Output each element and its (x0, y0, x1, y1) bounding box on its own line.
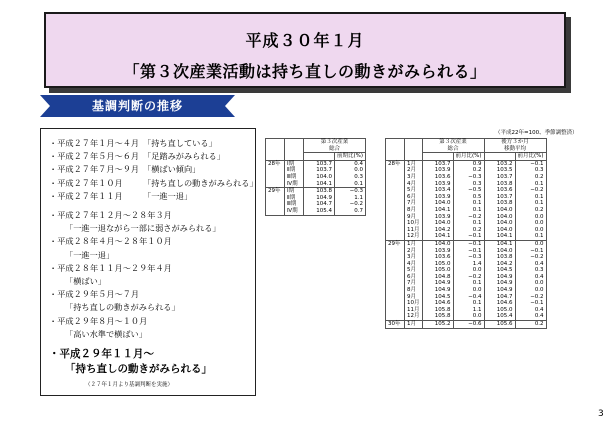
year-cell (386, 187, 405, 194)
ma-value: 104.1 (484, 240, 515, 247)
current-date: ・平成２９年１１月～ (49, 348, 154, 360)
table-row (386, 287, 547, 294)
ma-value: 104.9 (484, 274, 515, 281)
ma-change-value: 0.0 (515, 220, 546, 227)
index-value: 104.1 (422, 233, 453, 240)
ma-change-value: 0.1 (515, 181, 546, 188)
month-cell: 1月 (405, 160, 423, 167)
ma-value: 103.8 (484, 254, 515, 261)
month-cell: 2月 (405, 167, 423, 174)
year-cell (386, 200, 405, 207)
ma-value: 103.7 (484, 194, 515, 201)
index-value: 104.0 (304, 174, 335, 181)
history-judgment: 「横ばい」 (65, 276, 106, 287)
ma-value: 104.0 (484, 207, 515, 214)
index-value: 103.8 (304, 188, 335, 195)
month-cell: 10月 (405, 220, 423, 227)
ma-value: 104.7 (484, 294, 515, 301)
history-item: ・平成２７年１２月～２８年３月 (49, 210, 172, 221)
year-cell: 28年 (266, 160, 285, 167)
year-cell (386, 274, 405, 281)
ma-change-value: 0.0 (515, 287, 546, 294)
month-cell: 9月 (405, 294, 423, 301)
ma-change-value: −0.1 (515, 248, 546, 255)
ma-change-value: 0.2 (515, 321, 546, 329)
period-cell: Ⅳ期 (285, 208, 304, 215)
index-value: 103.7 (304, 167, 335, 174)
ma-value: 104.0 (484, 227, 515, 234)
ma-value: 104.9 (484, 287, 515, 294)
table-row (266, 201, 366, 208)
ma-change-value: 0.0 (515, 280, 546, 287)
change-value: −0.1 (453, 233, 484, 240)
year-cell (266, 208, 285, 215)
table-row (386, 187, 547, 194)
year-cell: 29年 (386, 240, 405, 247)
month-cell: 4月 (405, 181, 423, 188)
ma-value: 105.0 (484, 307, 515, 314)
history-item: ・平成２９年５月～７月 (49, 289, 140, 300)
change-value: 0.1 (453, 300, 484, 307)
ma-change-value: 0.3 (515, 167, 546, 174)
history-item: ・平成２７年１０月 「持ち直しの動きがみられる」 (49, 177, 258, 188)
period-cell: Ⅳ期 (285, 181, 304, 188)
month-cell: 5月 (405, 187, 423, 194)
year-cell (386, 307, 405, 314)
index-value: 104.0 (422, 240, 453, 247)
table-row (266, 160, 366, 167)
history-judgment: 「高い水準で横ばい」 (65, 328, 147, 339)
change-value: 0.7 (335, 208, 366, 215)
year-cell: 30年 (386, 321, 405, 329)
year-cell: 28年 (386, 160, 405, 167)
change-value: 1.1 (453, 307, 484, 314)
change-value: 0.0 (335, 167, 366, 174)
period-cell: Ⅰ期 (285, 160, 304, 167)
index-value: 103.7 (304, 160, 335, 167)
year-cell (386, 181, 405, 188)
judgment-note: （２７年１月より基調判断を実施） (85, 382, 174, 388)
table-row (266, 167, 366, 174)
index-value: 105.8 (422, 313, 453, 320)
year-cell (386, 227, 405, 234)
table-row (386, 220, 547, 227)
history-judgment: 「持ち直しの動きがみられる」 (65, 302, 180, 313)
section-ribbon (40, 95, 235, 117)
monthly-table (385, 138, 547, 329)
year-cell (266, 201, 285, 208)
table-row (266, 208, 366, 215)
year-cell (386, 167, 405, 174)
period-cell: Ⅲ期 (285, 174, 304, 181)
year-cell (266, 167, 285, 174)
month-cell: 12月 (405, 233, 423, 240)
year-cell (266, 174, 285, 181)
year-cell (386, 207, 405, 214)
ma-change-value: −0.1 (515, 300, 546, 307)
history-item: ・平成２８年４月～２８年１０月 (49, 236, 172, 247)
year-cell (386, 280, 405, 287)
year-cell (266, 195, 285, 202)
change-value: −0.6 (453, 321, 484, 329)
ma-change-value: 0.0 (515, 214, 546, 221)
index-value: 104.1 (304, 181, 335, 188)
history-item: ・平成２７年１１月 「一進一退」 (49, 190, 193, 201)
history-item: ・平成２７年５月～６月 「足踏みがみられる」 (49, 151, 225, 162)
index-value: 104.9 (304, 195, 335, 202)
ma-value: 103.7 (484, 174, 515, 181)
ma-change-value: 0.1 (515, 200, 546, 207)
ma-value: 103.2 (484, 160, 515, 167)
change-value: −0.2 (335, 201, 366, 208)
monthly-header-ma: 後方３か月 移動平均 (484, 139, 546, 153)
ma-value: 104.0 (484, 220, 515, 227)
year-cell: 29年 (266, 188, 285, 195)
ma-value: 104.1 (484, 233, 515, 240)
change-value: 0.9 (453, 160, 484, 167)
ma-change-value: 0.2 (515, 207, 546, 214)
unit-note: （平成22年=100、季節調整済） (495, 130, 578, 136)
period-cell: Ⅲ期 (285, 201, 304, 208)
year-cell (386, 254, 405, 261)
year-cell (386, 220, 405, 227)
month-cell: 3月 (405, 254, 423, 261)
ma-value: 104.0 (484, 214, 515, 221)
change-value: 0.1 (453, 280, 484, 287)
change-value: 1.4 (453, 261, 484, 268)
ma-change-value: 0.3 (515, 267, 546, 274)
table-row (386, 167, 547, 174)
change-value: −0.3 (335, 188, 366, 195)
month-cell: 1月 (405, 321, 423, 329)
ma-change-value: 0.4 (515, 274, 546, 281)
table-row (386, 200, 547, 207)
quarterly-table (265, 138, 366, 216)
index-value: 104.1 (422, 207, 453, 214)
change-value: −0.4 (453, 294, 484, 301)
year-cell (386, 300, 405, 307)
change-value: 0.0 (453, 313, 484, 320)
history-item: ・平成２９年８月～１０月 (49, 315, 148, 326)
index-value: 104.7 (304, 201, 335, 208)
monthly-col-ma-change: 前月比(%) (515, 153, 546, 161)
change-value: −0.2 (453, 214, 484, 221)
quarterly-header: 第３次産業 総合 (304, 139, 366, 153)
current-judgment (49, 347, 212, 377)
year-cell (386, 287, 405, 294)
index-value: 105.2 (422, 321, 453, 329)
year-cell (386, 248, 405, 255)
year-cell (386, 294, 405, 301)
month-cell: 8月 (405, 287, 423, 294)
index-value: 103.4 (422, 187, 453, 194)
ma-value: 104.5 (484, 267, 515, 274)
index-value: 105.4 (304, 208, 335, 215)
index-value: 103.9 (422, 167, 453, 174)
index-value: 104.9 (422, 287, 453, 294)
change-value: 0.0 (453, 267, 484, 274)
month-cell: 5月 (405, 267, 423, 274)
change-value: 0.3 (335, 174, 366, 181)
year-cell (386, 174, 405, 181)
year-cell (386, 214, 405, 221)
change-value: 0.5 (453, 194, 484, 201)
index-value: 104.6 (422, 300, 453, 307)
period-cell: Ⅰ期 (285, 188, 304, 195)
ma-change-value: 0.0 (515, 227, 546, 234)
title-date: 平成３０年１月 (245, 31, 365, 50)
change-value: 0.3 (453, 181, 484, 188)
table-row (386, 254, 547, 261)
index-value: 103.9 (422, 214, 453, 221)
index-value: 103.6 (422, 174, 453, 181)
year-cell (386, 267, 405, 274)
ma-value: 105.6 (484, 321, 515, 329)
title-box (44, 12, 566, 88)
change-value: −0.1 (453, 248, 484, 255)
month-cell: 6月 (405, 274, 423, 281)
index-value: 103.9 (422, 194, 453, 201)
table-row (266, 188, 366, 195)
index-value: 104.0 (422, 220, 453, 227)
year-cell (386, 313, 405, 320)
ma-value: 104.6 (484, 300, 515, 307)
month-cell: 2月 (405, 248, 423, 255)
change-value: 0.0 (453, 287, 484, 294)
history-judgment: 「一進一退ながら一部に弱さがみられる」 (65, 223, 221, 234)
change-value: −0.5 (453, 187, 484, 194)
ma-change-value: −0.2 (515, 294, 546, 301)
ma-change-value: −0.1 (515, 160, 546, 167)
year-cell (266, 181, 285, 188)
table-row (386, 174, 547, 181)
judgment-history-panel (40, 128, 256, 396)
change-value: 0.4 (335, 160, 366, 167)
monthly-col-change: 前月比(%) (453, 153, 484, 161)
section-label: 基調判断の推移 (91, 99, 183, 113)
index-value: 104.2 (422, 227, 453, 234)
period-cell: Ⅱ期 (285, 195, 304, 202)
ma-change-value: 0.4 (515, 307, 546, 314)
quarterly-col-change: 前期比(%) (335, 153, 366, 161)
index-value: 104.0 (422, 200, 453, 207)
ma-change-value: 0.2 (515, 174, 546, 181)
index-value: 104.8 (422, 274, 453, 281)
table-row (266, 174, 366, 181)
month-cell: 1月 (405, 240, 423, 247)
current-text: 「持ち直しの動きがみられる」 (65, 363, 212, 375)
month-cell: 11月 (405, 227, 423, 234)
change-value: 0.1 (453, 207, 484, 214)
ma-value: 104.0 (484, 248, 515, 255)
table-row (386, 300, 547, 307)
change-value: −0.3 (453, 174, 484, 181)
judgment-history-list (49, 137, 258, 341)
month-cell: 3月 (405, 174, 423, 181)
ma-change-value: 0.1 (515, 194, 546, 201)
ma-value: 103.8 (484, 181, 515, 188)
index-value: 104.9 (422, 280, 453, 287)
table-row (386, 321, 547, 329)
ma-value: 103.8 (484, 200, 515, 207)
ma-value: 103.5 (484, 167, 515, 174)
ma-change-value: 0.1 (515, 233, 546, 240)
month-cell: 11月 (405, 307, 423, 314)
index-value: 105.0 (422, 261, 453, 268)
ma-value: 104.9 (484, 280, 515, 287)
month-cell: 8月 (405, 207, 423, 214)
year-cell (386, 233, 405, 240)
change-value: −0.1 (453, 240, 484, 247)
period-cell: Ⅱ期 (285, 167, 304, 174)
change-value: 0.2 (453, 167, 484, 174)
table-row (386, 233, 547, 240)
month-cell: 7月 (405, 280, 423, 287)
table-row (386, 240, 547, 247)
change-value: 0.2 (453, 227, 484, 234)
change-value: 1.1 (335, 195, 366, 202)
month-cell: 10月 (405, 300, 423, 307)
title-headline: 「第３次産業活動は持ち直しの動きがみられる」 (123, 62, 487, 81)
index-value: 104.5 (422, 294, 453, 301)
index-value: 103.9 (422, 248, 453, 255)
year-cell (386, 261, 405, 268)
ma-change-value: 0.4 (515, 313, 546, 320)
index-value: 103.6 (422, 254, 453, 261)
change-value: 0.1 (335, 181, 366, 188)
ma-value: 105.4 (484, 313, 515, 320)
change-value: 0.1 (453, 220, 484, 227)
change-value: 0.1 (453, 200, 484, 207)
table-row (386, 313, 547, 320)
history-item: ・平成２７年１月～４月 「持ち直している」 (49, 138, 217, 148)
index-value: 103.9 (422, 181, 453, 188)
table-row (266, 181, 366, 188)
index-value: 105.0 (422, 267, 453, 274)
history-judgment: 「一進一退」 (65, 249, 115, 260)
month-cell: 12月 (405, 313, 423, 320)
ma-change-value: −0.2 (515, 187, 546, 194)
table-row (386, 267, 547, 274)
index-value: 103.7 (422, 160, 453, 167)
month-cell: 4月 (405, 261, 423, 268)
year-cell (386, 194, 405, 201)
page-number: 3 (598, 409, 604, 419)
ma-change-value: −0.2 (515, 254, 546, 261)
change-value: −0.2 (453, 274, 484, 281)
month-cell: 7月 (405, 200, 423, 207)
history-item: ・平成２７年７月～９月 「横ばい傾向」 (49, 164, 201, 175)
history-item: ・平成２８年１１月～２９年４月 (49, 262, 172, 273)
ma-value: 104.2 (484, 261, 515, 268)
month-cell: 6月 (405, 194, 423, 201)
ma-change-value: 0.4 (515, 261, 546, 268)
change-value: −0.3 (453, 254, 484, 261)
table-row (386, 207, 547, 214)
index-value: 105.8 (422, 307, 453, 314)
month-cell: 9月 (405, 214, 423, 221)
ma-change-value: 0.0 (515, 240, 546, 247)
monthly-header-index: 第３次産業 総合 (422, 139, 484, 153)
ma-value: 103.6 (484, 187, 515, 194)
table-row (266, 195, 366, 202)
